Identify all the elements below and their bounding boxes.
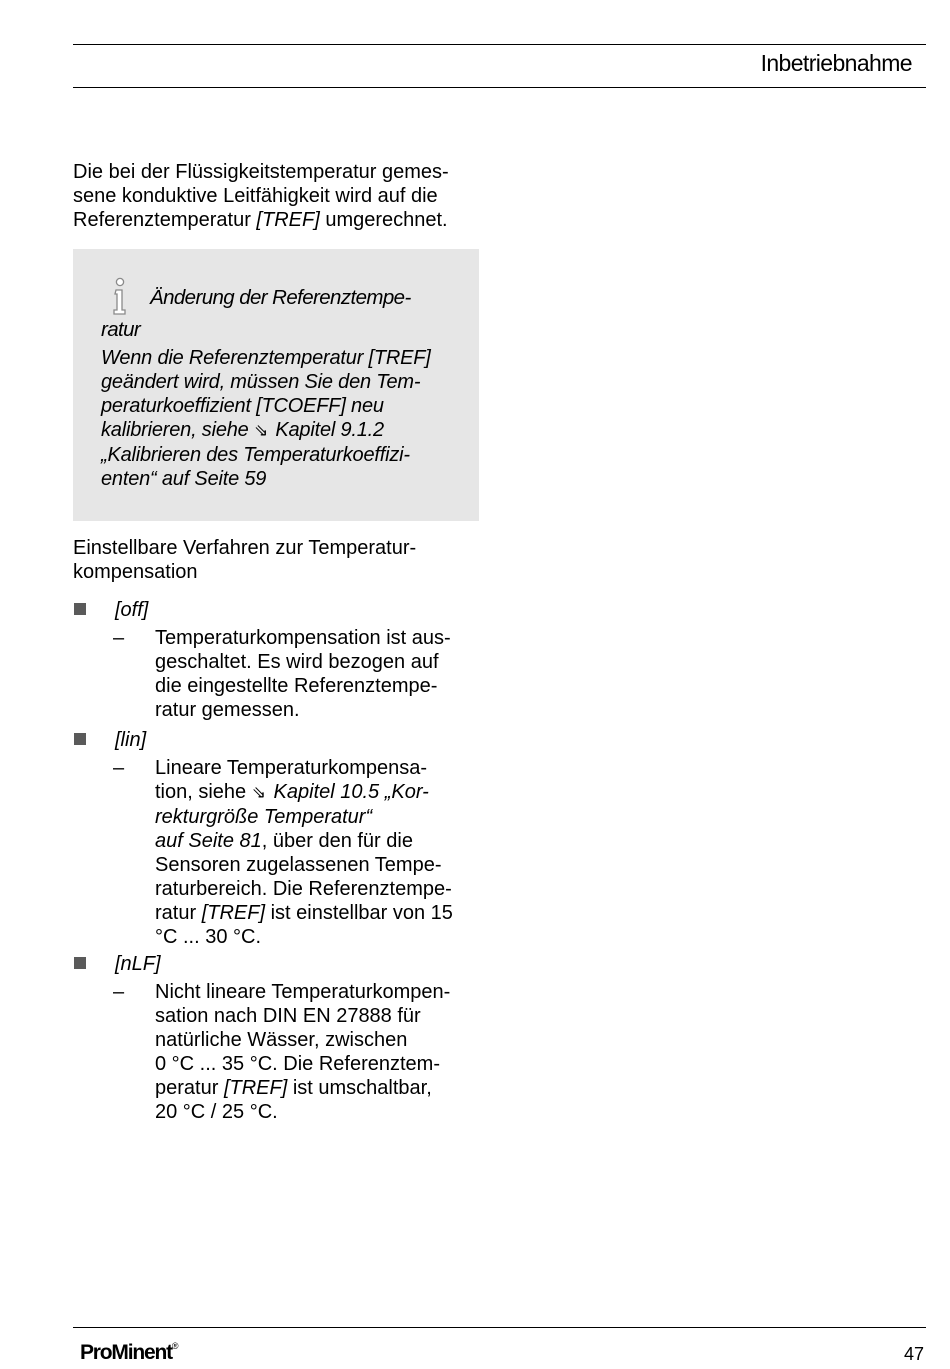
option-description-nlf: Nicht lineare Temperaturkompen- sation nach DIN EN 27888 für natürliche Wässer, zwischen 0 °C ... 35 °C. Die Referenztem- peratur [TREF] ist umschaltbar, 20 °C / 25 °C. bbox=[155, 981, 451, 1123]
tref-param: [TREF] bbox=[223, 1077, 288, 1099]
option-description-off: Temperaturkompensation ist aus- geschaltet. Es wird bezogen auf die eingestellte Referenztempe- ratur gemessen. bbox=[155, 627, 451, 721]
note-line: peraturkoeffizient [TCOEFF] neu bbox=[101, 395, 384, 417]
list-bullet bbox=[74, 603, 86, 615]
methods-intro: Einstellbare Verfahren zur Temperatur- kompensation bbox=[73, 537, 417, 583]
sub-dash: – bbox=[113, 757, 125, 779]
list-bullet bbox=[74, 957, 86, 969]
note-body bbox=[101, 346, 473, 491]
page-header-title: Inbetriebnahme bbox=[760, 50, 912, 76]
tref-param: [TREF] bbox=[256, 209, 320, 231]
link-arrow-icon: ⇘ bbox=[253, 421, 268, 440]
list-bullet bbox=[74, 733, 86, 745]
note-title: Änderung der Referenztempe- ratur bbox=[101, 286, 411, 341]
intro-paragraph bbox=[73, 160, 483, 232]
chapter-link[interactable]: auf Seite 81 bbox=[155, 830, 262, 852]
chapter-link[interactable]: „Kalibrieren des Temperaturkoeffizi- bbox=[101, 444, 410, 466]
link-arrow-icon: ⇘ bbox=[251, 783, 266, 802]
note-line: geändert wird, müssen Sie den Tem- bbox=[101, 371, 421, 393]
intro-line: Die bei der Flüssigkeitstemperatur gemes- bbox=[73, 161, 449, 183]
note-line: kalibrieren, siehe ⇘ Kapitel 9.1.2 bbox=[101, 419, 384, 441]
note-line: Wenn die Referenztemperatur [TREF] bbox=[101, 347, 431, 369]
chapter-link[interactable]: Kapitel 9.1.2 bbox=[275, 419, 384, 441]
header-bottom-rule bbox=[73, 87, 926, 88]
chapter-link[interactable]: rekturgröße Temperatur“ bbox=[155, 806, 373, 828]
sub-dash: – bbox=[113, 981, 125, 1003]
page-number: 47 bbox=[903, 1344, 924, 1364]
intro-line: sene konduktive Leitfähigkeit wird auf die bbox=[73, 185, 438, 207]
option-description-lin: Lineare Temperaturkompensa- tion, siehe ⇘ Kapitel 10.5 „Kor- rekturgröße Temperatur“ auf Seite 81, über den für die Sensoren zugelassenen Tempe- raturbereich. Die Referenztempe- ratur [TREF] ist einstellbar von 15 °C ... 30 °C. bbox=[155, 756, 485, 949]
option-label-nlf: [nLF] bbox=[115, 953, 161, 975]
sub-dash: – bbox=[113, 627, 125, 649]
chapter-link[interactable]: enten“ auf Seite 59 bbox=[101, 468, 267, 490]
info-note-box bbox=[73, 249, 479, 521]
option-label-off: [off] bbox=[115, 599, 149, 621]
prominent-logo: ProMinent® bbox=[80, 1341, 179, 1364]
tref-param: [TREF] bbox=[201, 902, 266, 924]
header-top-rule bbox=[73, 44, 926, 45]
option-label-lin: [lin] bbox=[115, 729, 147, 751]
chapter-link[interactable]: Kapitel 10.5 „Kor- bbox=[273, 781, 429, 803]
footer-rule bbox=[73, 1327, 926, 1328]
intro-line: Referenztemperatur [TREF] umgerechnet. bbox=[73, 209, 448, 231]
